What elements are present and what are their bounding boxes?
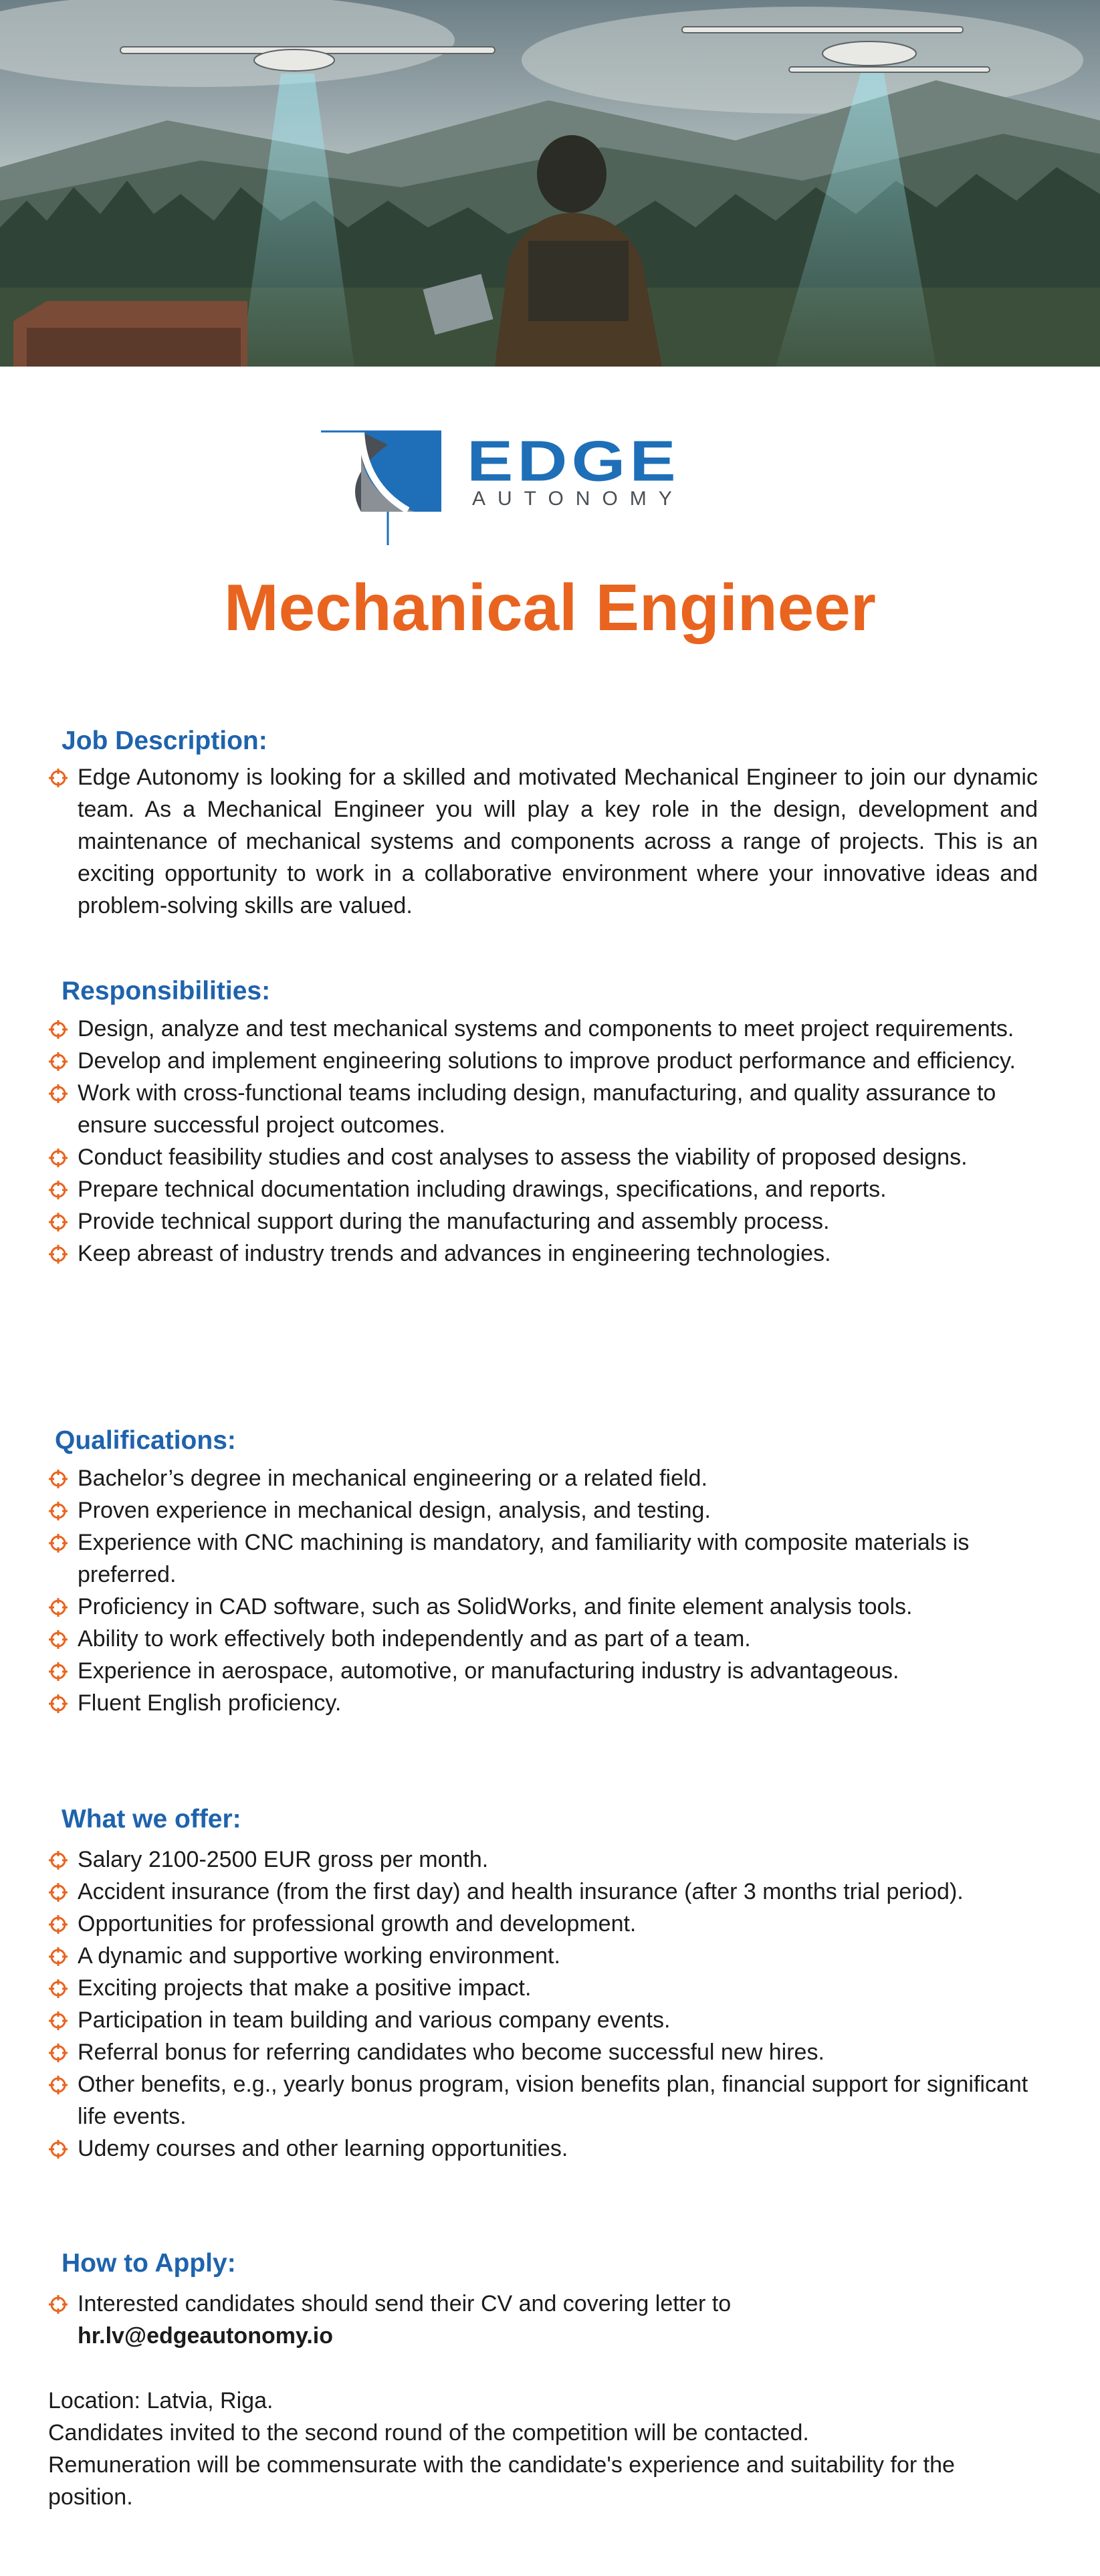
crosshair-icon: [48, 1850, 68, 1870]
list-item: [48, 1908, 1038, 1940]
apply-text: Interested candidates should send their CV and covering letter to: [78, 2291, 732, 2316]
list-item-text: Experience with CNC machining is mandatory, and familiarity with composite materials is preferred.: [78, 1530, 970, 1587]
list-item: [48, 2133, 1038, 2165]
list-item-text: Edge Autonomy is looking for a skilled and motivated Mechanical Engineer to join our dynamic team. As a Mechanical Engineer you will play a key role in the design, development and maintenance of mechanical systems and components across a range of projects. This is an exciting opportunity to work in a collaborative environment where your innovative ideas and problem-solving skills are valued.: [78, 765, 1038, 918]
list-item-text: Accident insurance (from the first day) and health insurance (after 3 months trial period).: [78, 1879, 964, 1904]
list-item: [48, 1013, 1038, 1045]
crosshair-icon: [48, 1914, 68, 1935]
list-item-text: Design, analyze and test mechanical systems and components to meet project requirements.: [78, 1016, 1014, 1042]
list-item: [48, 1876, 1038, 1908]
list-item: [48, 1687, 1038, 1719]
list-item-text: Opportunities for professional growth and development.: [78, 1911, 637, 1937]
crosshair-icon: [48, 1979, 68, 1999]
list-item-text: Participation in team building and various company events.: [78, 2007, 671, 2033]
list-item-text: Provide technical support during the manufacturing and assembly process.: [78, 1209, 830, 1234]
list-item-text: Ability to work effectively both independently and as part of a team.: [78, 1626, 751, 1652]
list-item: [48, 761, 1038, 922]
section-heading-job-description: Job Description:: [62, 726, 267, 755]
crosshair-icon: [48, 1947, 68, 1967]
remuneration-note: Remuneration will be commensurate with the candidate's experience and suitability for the position.: [48, 2452, 955, 2510]
crosshair-icon: [48, 1694, 68, 1714]
list-item: [48, 1972, 1038, 2004]
list-item-text: Exciting projects that make a positive impact.: [78, 1975, 532, 2001]
crosshair-icon: [48, 1052, 68, 1072]
offer-list: [48, 1844, 1038, 2165]
hero-image: [0, 0, 1100, 367]
edge-autonomy-logo: [314, 418, 796, 552]
list-item: [48, 1141, 1038, 1173]
crosshair-icon: [48, 1212, 68, 1232]
list-item-text: Develop and implement engineering solutions to improve product performance and efficiency.: [78, 1048, 1016, 1074]
list-item: [48, 1205, 1038, 1237]
section-heading-qualifications: Qualifications:: [55, 1426, 236, 1455]
crosshair-icon: [48, 2075, 68, 2095]
list-item: [48, 1045, 1038, 1077]
contact-note: Candidates invited to the second round of the competition will be contacted.: [48, 2420, 809, 2446]
list-item-text: Prepare technical documentation including drawings, specifications, and reports.: [78, 1177, 887, 1202]
crosshair-icon: [48, 1019, 68, 1039]
list-item-text: Referral bonus for referring candidates who become successful new hires.: [78, 2040, 824, 2065]
list-item-text: Proficiency in CAD software, such as SolidWorks, and finite element analysis tools.: [78, 1594, 913, 1619]
crosshair-icon: [48, 2011, 68, 2031]
crosshair-icon: [48, 1662, 68, 1682]
list-item-text: Experience in aerospace, automotive, or manufacturing industry is advantageous.: [78, 1658, 899, 1684]
list-item: [48, 2004, 1038, 2036]
crosshair-icon: [48, 1629, 68, 1650]
crosshair-icon: [48, 1244, 68, 1264]
footer-notes: [48, 2385, 1038, 2513]
crosshair-icon: [48, 1148, 68, 1168]
list-item-text: Fluent English proficiency.: [78, 1690, 342, 1716]
crosshair-icon: [48, 1180, 68, 1200]
list-item-text: Proven experience in mechanical design, analysis, and testing.: [78, 1498, 711, 1523]
crosshair-icon: [48, 1501, 68, 1521]
crosshair-icon: [48, 2294, 68, 2314]
crosshair-icon: [48, 1084, 68, 1104]
list-item-text: Other benefits, e.g., yearly bonus program, vision benefits plan, financial support for significant life events.: [78, 2072, 1028, 2129]
page-title: Mechanical Engineer: [224, 571, 876, 644]
list-item-text: Salary 2100-2500 EUR gross per month.: [78, 1847, 489, 1872]
crosshair-icon: [48, 1533, 68, 1553]
list-item: [48, 1591, 1038, 1623]
section-heading-what-we-offer: What we offer:: [62, 1805, 241, 1834]
list-item: [48, 1844, 1038, 1876]
list-item-text: Udemy courses and other learning opportunities.: [78, 2136, 568, 2161]
apply-email-link[interactable]: hr.lv@edgeautonomy.io: [78, 2323, 334, 2349]
location-text: Location: Latvia, Riga.: [48, 2388, 273, 2413]
responsibilities-list: [48, 1013, 1038, 1270]
list-item: [48, 1623, 1038, 1655]
apply-list: [48, 2288, 1038, 2352]
list-item-text: Conduct feasibility studies and cost analyses to assess the viability of proposed designs.: [78, 1145, 968, 1170]
list-item: [48, 2288, 1038, 2352]
list-item: [48, 1940, 1038, 1972]
list-item: [48, 1173, 1038, 1205]
list-item: [48, 2068, 1038, 2133]
list-item-text: Work with cross-functional teams including design, manufacturing, and quality assurance to ensure successful project outcomes.: [78, 1080, 996, 1138]
crosshair-icon: [48, 2043, 68, 2063]
list-item: [48, 1237, 1038, 1270]
list-item-text: A dynamic and supportive working environment.: [78, 1943, 560, 1969]
list-item: [48, 1077, 1038, 1141]
hero-illustration: [0, 0, 1100, 367]
list-item: [48, 1655, 1038, 1687]
list-item: [48, 2036, 1038, 2068]
crosshair-icon: [48, 1469, 68, 1489]
logo-mark-icon: [314, 418, 448, 552]
crosshair-icon: [48, 1882, 68, 1902]
logo-wordmark: EDGE: [467, 429, 680, 494]
section-heading-responsibilities: Responsibilities:: [62, 977, 271, 1005]
list-item: [48, 1462, 1038, 1494]
list-item-text: Bachelor’s degree in mechanical engineering or a related field.: [78, 1466, 707, 1491]
crosshair-icon: [48, 768, 68, 788]
list-item: [48, 1526, 1038, 1591]
list-item: [48, 1494, 1038, 1526]
qualifications-list: [48, 1462, 1038, 1719]
crosshair-icon: [48, 1597, 68, 1617]
section-heading-how-to-apply: How to Apply:: [62, 2249, 236, 2278]
job-description-list: [48, 761, 1038, 922]
list-item-text: Keep abreast of industry trends and advances in engineering technologies.: [78, 1241, 831, 1266]
crosshair-icon: [48, 2139, 68, 2159]
logo-sub-wordmark: AUTONOMY: [472, 488, 684, 510]
